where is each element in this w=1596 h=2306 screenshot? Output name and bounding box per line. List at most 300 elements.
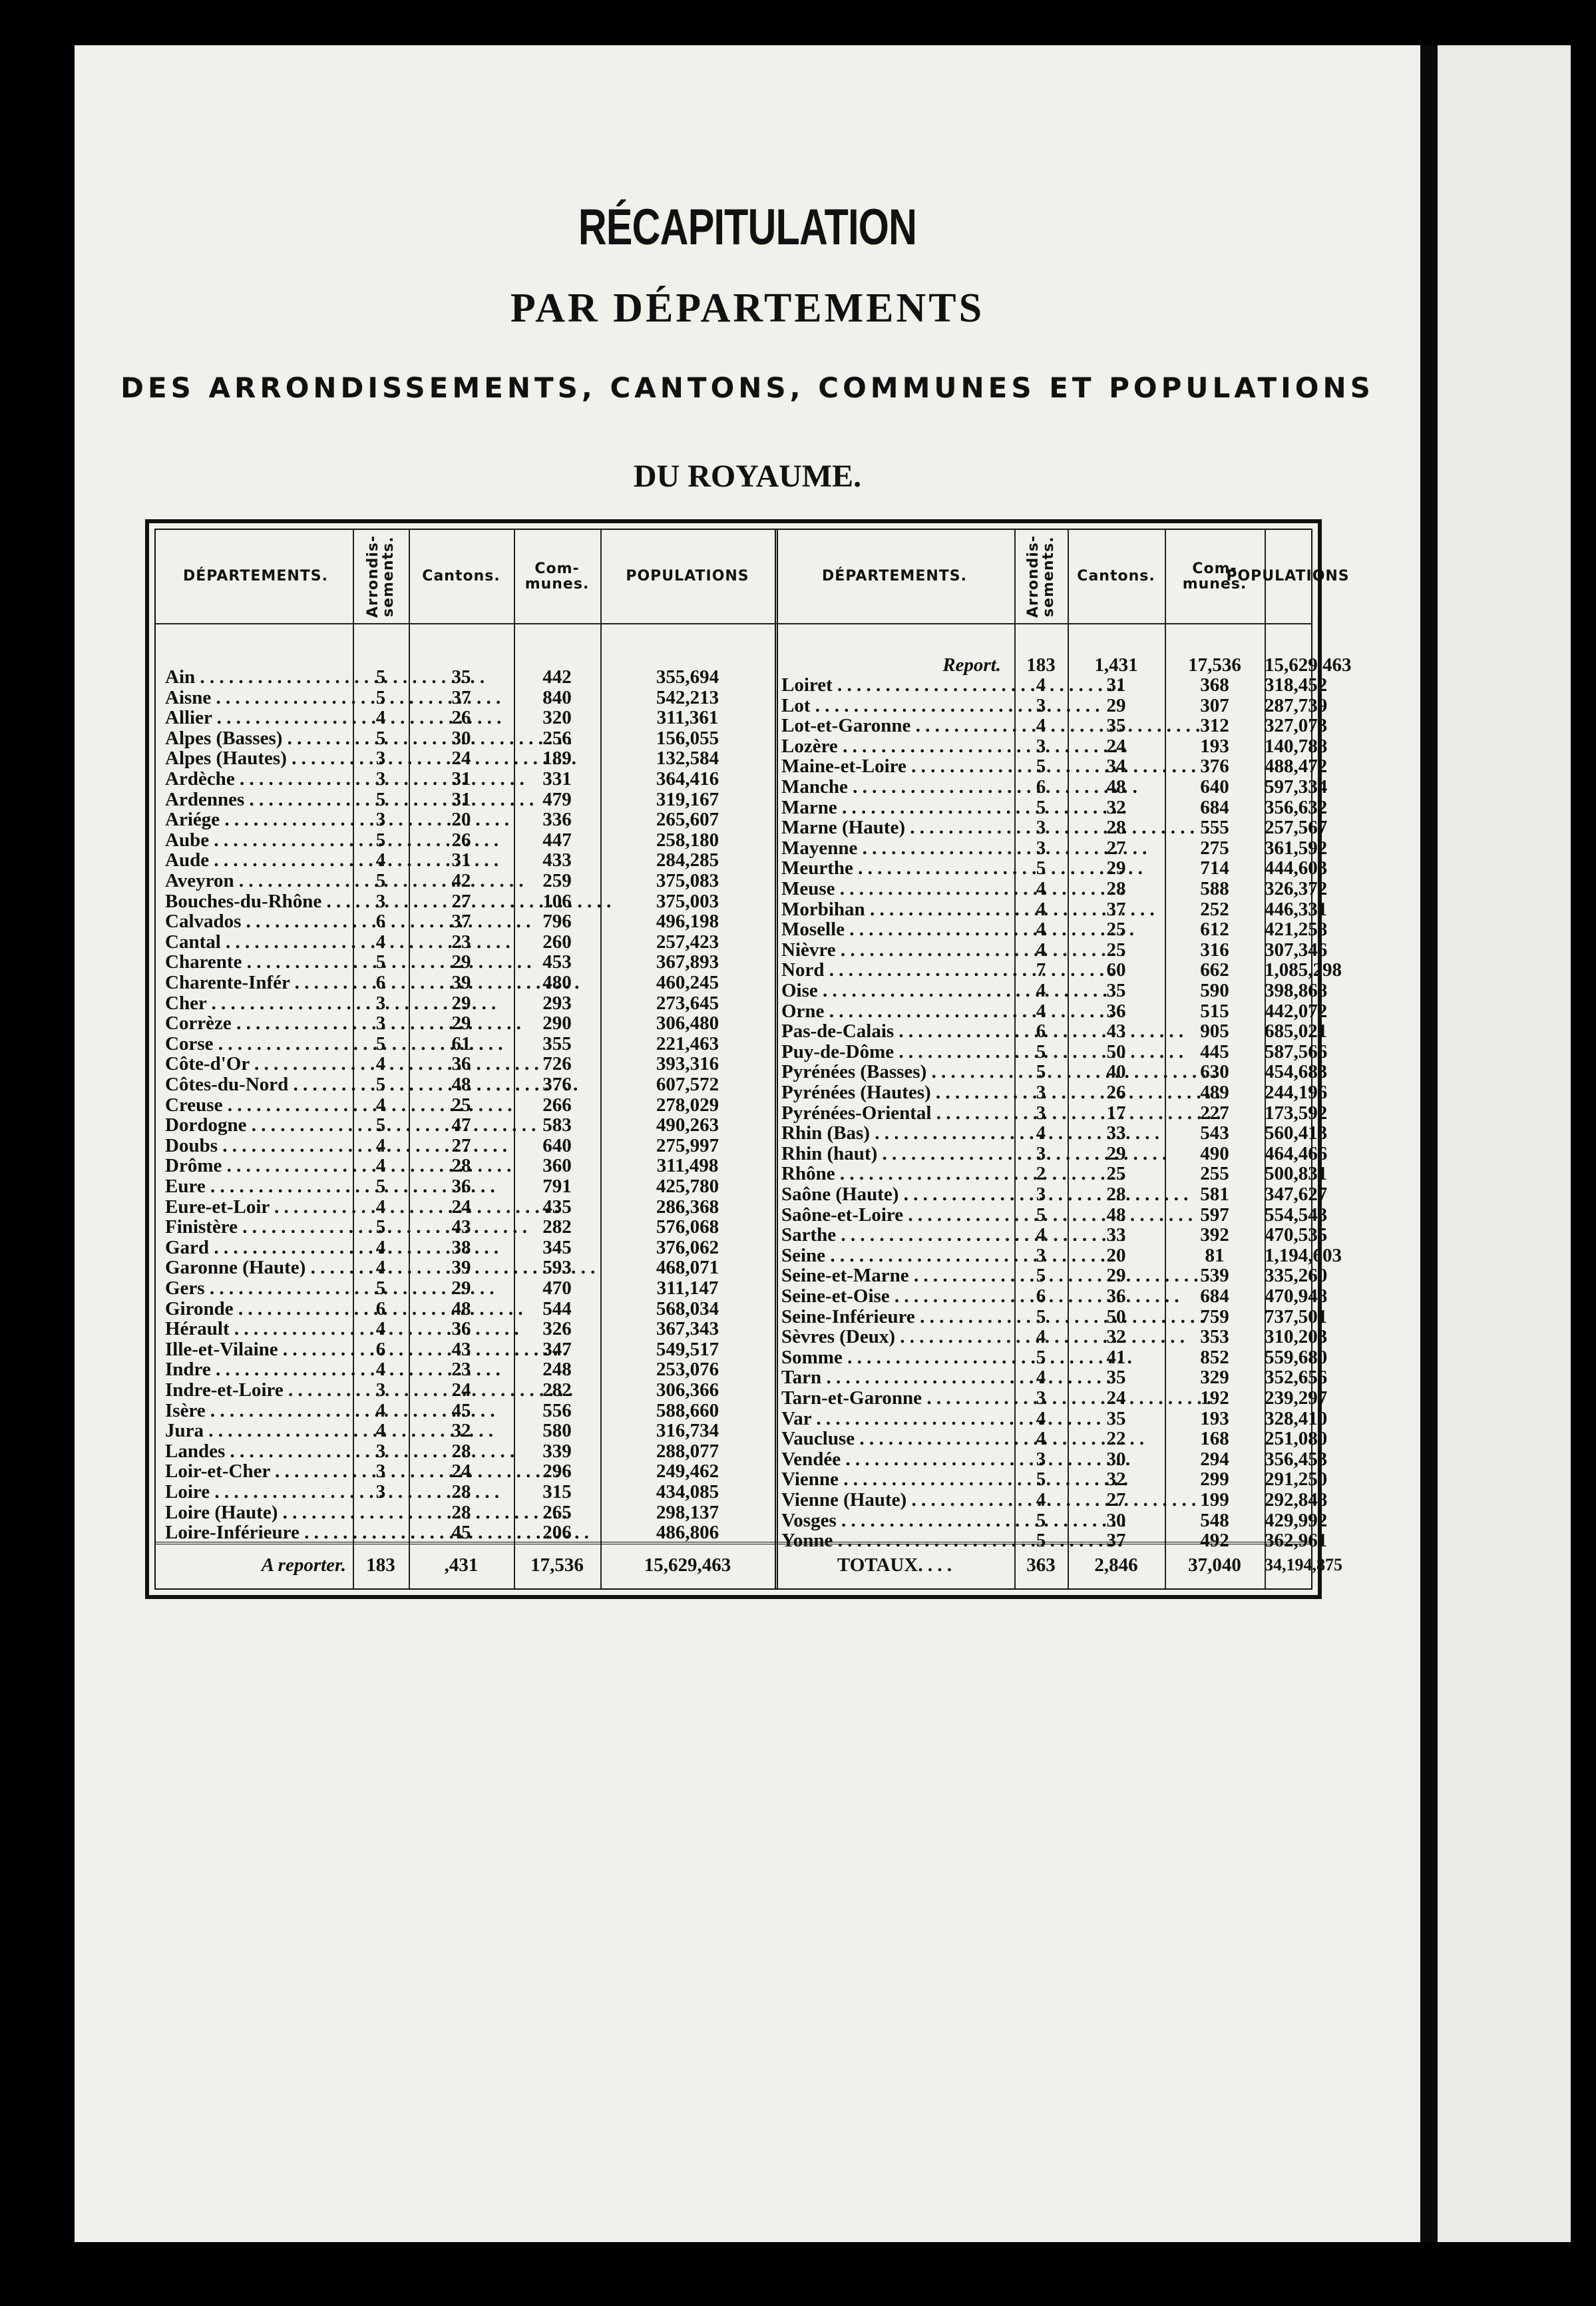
communes-cell: 312 [1200,715,1229,737]
cantons-cell: 29 [451,951,471,973]
population-cell: 444,603 [1265,857,1328,879]
communes-cell: 360 [542,1155,572,1177]
communes-cell: 336 [542,809,572,831]
population-cell: 429,992 [1265,1509,1328,1531]
arrondissements-cell: 6 [375,1338,386,1360]
arrondissements-cell: 6 [375,1297,386,1319]
population-cell: 307,346 [1265,939,1328,961]
column-header-label: Arrondis-sements. [1024,535,1057,618]
arrondissements-cell: 4 [375,849,386,871]
department-name: Rhône . . . [781,1164,1010,1184]
column-header-arrond [1014,530,1068,623]
communes-cell: 275 [1200,837,1229,859]
population-cell: 173,592 [1265,1102,1328,1124]
arrondissements-cell: 5 [375,788,386,810]
column-header-label: Com-munes. [1182,560,1247,592]
department-name: Saône-et-Loire . . . [781,1205,1010,1225]
communes-cell: 299 [1200,1469,1229,1491]
column-header-label: Com-munes. [524,560,590,592]
cantons-cell: 23 [451,1359,471,1381]
communes-cell: 640 [1200,776,1229,798]
communes-cell: 840 [542,686,572,708]
population-cell: 318,452 [1265,674,1328,696]
communes-cell: 597 [1200,1204,1229,1226]
department-name: Indre . . . [165,1359,349,1379]
communes-cell: 265 [542,1501,572,1523]
department-name: Vendée . . . [781,1449,1010,1469]
population-cell: 221,463 [656,1033,719,1054]
communes-cell: 580 [542,1420,572,1442]
cantons-cell: 30 [1106,1509,1126,1531]
cantons-cell: 20 [1106,1244,1126,1266]
population-cell: 393,316 [656,1053,719,1075]
arrondissements-cell: 3 [1036,1142,1046,1164]
department-name: Saône (Haute) . . . [781,1184,1010,1204]
arrondissements-cell: 5 [1036,1530,1046,1552]
column-header-label: POPULATIONS [626,568,749,585]
arrondissements-cell: 5 [375,727,386,749]
communes-cell: 193 [1200,1407,1229,1429]
cantons-cell: 27 [451,1134,471,1156]
cantons-cell: 27 [451,890,471,912]
arrondissements-cell: 3 [1036,735,1046,757]
population-cell: 362,961 [1265,1530,1328,1552]
cantons-cell: 48 [451,1297,471,1319]
a-reporter-arrond: 183 [366,1554,395,1576]
communes-cell: 543 [1200,1122,1229,1144]
communes-cell: 612 [1200,919,1229,941]
communes-cell: 106 [542,890,572,912]
column-header-label: DÉPARTEMENTS. [183,568,328,585]
a-reporter-cantons: ,431 [444,1554,479,1576]
cantons-cell: 28 [1106,1184,1126,1205]
population-cell: 275,997 [656,1134,719,1156]
arrondissements-cell: 3 [375,1440,386,1462]
communes-cell: 759 [1200,1305,1229,1327]
arrondissements-cell: 6 [1036,1021,1046,1042]
department-name: Vosges . . . [781,1510,1010,1530]
population-cell: 244,196 [1265,1082,1328,1103]
arrondissements-cell: 3 [375,890,386,912]
communes-cell: 294 [1200,1448,1229,1470]
cantons-cell: 48 [1106,776,1126,798]
department-name: Gironde . . . [165,1299,349,1319]
population-cell: 265,607 [656,809,719,831]
department-name: Isère . . . [165,1401,349,1421]
arrondissements-cell: 5 [1036,1265,1046,1287]
population-cell: 398,868 [1265,980,1328,1001]
cantons-cell: 36 [1106,1285,1126,1307]
arrondissements-cell: 4 [375,1236,386,1258]
arrondissements-cell: 5 [375,1176,386,1197]
a-reporter-label: A reporter. [261,1554,346,1576]
department-name: Loire . . . [165,1482,349,1502]
population-cell: 253,076 [656,1359,719,1381]
cantons-cell: 24 [451,748,471,770]
cantons-cell: 43 [451,1216,471,1238]
communes-cell: 445 [1200,1040,1229,1062]
cantons-cell: 29 [1106,694,1126,716]
column-header-label: Cantons. [422,568,500,585]
cantons-cell: 32 [1106,1326,1126,1348]
cantons-cell: 60 [1106,959,1126,981]
communes-cell: 392 [1200,1224,1229,1246]
department-name: Vienne . . . [781,1469,1010,1489]
population-cell: 488,472 [1265,756,1328,778]
department-name: Eure-et-Loir . . . [165,1197,349,1217]
totaux-communes: 37,040 [1188,1554,1241,1576]
department-name: Tarn . . . [781,1367,1010,1387]
department-name: Ardèche . . . [165,769,349,789]
population-cell: 470,948 [1265,1285,1328,1307]
cantons-cell: 33 [1106,1224,1126,1246]
recap-table-body [154,529,1352,1590]
department-name: Pyrénées (Basses) . . . [781,1062,1010,1082]
arrondissements-cell: 5 [1036,1346,1046,1368]
department-name: Orne . . . [781,1001,1010,1021]
communes-cell: 435 [542,1196,572,1218]
cantons-cell: 36 [451,1176,471,1197]
column-header-label: Arrondis-sements. [364,535,397,618]
department-name: Aveyron . . . [165,871,349,891]
department-name: Pyrénées-Oriental . . . [781,1103,1010,1123]
population-cell: 288,077 [656,1440,719,1462]
population-cell: 576,068 [656,1216,719,1238]
population-cell: 287,739 [1265,694,1328,716]
cantons-cell: 24 [451,1461,471,1483]
communes-cell: 168 [1200,1428,1229,1450]
department-name: Mayenne . . . [781,838,1010,858]
communes-cell: 581 [1200,1184,1229,1205]
cantons-cell: 31 [451,849,471,871]
cantons-cell: 25 [1106,919,1126,941]
communes-cell: 320 [542,707,572,729]
population-cell: 496,198 [656,911,719,933]
department-name: Creuse . . . [165,1095,349,1115]
arrondissements-cell: 5 [375,1277,386,1299]
cantons-cell: 40 [1106,1061,1126,1083]
population-cell: 500,831 [1265,1163,1328,1185]
arrondissements-cell: 4 [375,1318,386,1340]
department-name: Landes . . . [165,1441,349,1461]
arrondissements-cell: 4 [375,1359,386,1381]
arrondissements-cell: 5 [375,1033,386,1054]
population-cell: 355,694 [656,666,719,688]
department-name: Rhin (Bas) . . . [781,1123,1010,1143]
population-cell: 607,572 [656,1074,719,1095]
population-cell: 367,343 [656,1318,719,1340]
column-header-label: POPULATIONS [1226,568,1350,585]
arrondissements-cell: 4 [375,707,386,729]
population-cell: 559,680 [1265,1346,1328,1368]
cantons-cell: 26 [451,707,471,729]
arrondissements-cell: 4 [375,1053,386,1075]
population-cell: 352,656 [1265,1367,1328,1389]
population-cell: 328,410 [1265,1407,1328,1429]
communes-cell: 355 [542,1033,572,1054]
communes-cell: 470 [542,1277,572,1299]
department-name: Eure . . . [165,1176,349,1196]
arrondissements-cell: 3 [1036,694,1046,716]
department-name: Loiret . . . [781,675,1010,695]
arrondissements-cell: 3 [1036,1102,1046,1124]
communes-cell: 447 [542,829,572,851]
communes-cell: 315 [542,1481,572,1502]
totaux-label: TOTAUX. . . . [837,1554,952,1576]
arrondissements-cell: 5 [375,1216,386,1238]
department-name: Cher . . . [165,993,349,1013]
population-cell: 347,627 [1265,1184,1328,1205]
arrondissements-cell: 3 [1036,1184,1046,1205]
population-cell: 468,071 [656,1257,719,1279]
column-header-populations [600,530,775,623]
department-name: Alpes (Hautes) . . . [165,748,349,768]
cantons-cell: 43 [1106,1021,1126,1042]
communes-cell: 492 [1200,1530,1229,1552]
page-title: RÉCAPITULATION [578,199,917,256]
cantons-cell: 39 [451,972,471,993]
department-name: Seine-et-Marne . . . [781,1266,1010,1285]
department-name: Vienne (Haute) . . . [781,1490,1010,1510]
communes-cell: 368 [1200,674,1229,696]
communes-cell: 199 [1200,1489,1229,1510]
population-cell: 542,213 [656,686,719,708]
department-name: Moselle . . . [781,919,1010,939]
population-cell: 286,368 [656,1196,719,1218]
population-cell: 306,366 [656,1379,719,1401]
arrondissements-cell: 4 [1036,919,1046,941]
arrondissements-cell: 5 [1036,1509,1046,1531]
cantons-cell: 32 [451,1420,471,1442]
department-name: Loire (Haute) . . . [165,1502,349,1522]
cantons-cell: 42 [451,870,471,891]
communes-cell: 307 [1200,694,1229,716]
department-name: Aude . . . [165,850,349,870]
population-cell: 597,334 [1265,776,1328,798]
population-cell: 560,413 [1265,1122,1328,1144]
cantons-cell: 29 [1106,857,1126,879]
department-name: Bouches-du-Rhône . . . [165,891,349,911]
arrondissements-cell: 5 [375,951,386,973]
cantons-cell: 20 [451,809,471,831]
cantons-cell: 41 [1106,1346,1126,1368]
column-header-communes [514,530,600,623]
population-cell: 311,498 [656,1155,719,1177]
cantons-cell: 17 [1106,1102,1126,1124]
population-cell: 1,085,298 [1265,959,1342,981]
department-name: Seine-Inférieure . . . [781,1307,1010,1327]
arrondissements-cell: 4 [375,1257,386,1279]
cantons-cell: 28 [451,1481,471,1502]
arrondissements-cell: 4 [1036,715,1046,737]
communes-cell: 290 [542,1013,572,1035]
population-cell: 685,021 [1265,1021,1328,1042]
communes-cell: 296 [542,1461,572,1483]
communes-cell: 640 [542,1134,572,1156]
page-subtitle-line2: DES ARRONDISSEMENTS, CANTONS, COMMUNES ET POPULATIONS [120,371,1374,404]
cantons-cell: 28 [451,1440,471,1462]
communes-cell: 714 [1200,857,1229,879]
population-cell: 326,372 [1265,878,1328,899]
arrondissements-cell: 3 [375,1461,386,1483]
department-name: Somme . . . [781,1347,1010,1367]
column-header-cantons [1068,530,1165,623]
department-name: Charente-Infér . . . [165,973,349,993]
department-name: Meurthe . . . [781,858,1010,878]
population-cell: 737,501 [1265,1305,1328,1327]
department-name: Vaucluse . . . [781,1429,1010,1449]
communes-cell: 852 [1200,1346,1229,1368]
communes-cell: 256 [542,727,572,749]
arrondissements-cell: 4 [375,1155,386,1177]
cantons-cell: 36 [451,1053,471,1075]
department-name: Meuse . . . [781,879,1010,899]
department-name: Sarthe . . . [781,1225,1010,1245]
arrondissements-cell: 4 [1036,1428,1046,1450]
cantons-cell: 25 [451,1094,471,1116]
cantons-cell: 45 [451,1522,471,1544]
department-name: Indre-et-Loire . . . [165,1380,349,1400]
arrondissements-cell: 4 [1036,1407,1046,1429]
arrondissements-cell: 4 [375,1134,386,1156]
cantons-cell: 29 [1106,1142,1126,1164]
population-cell: 376,062 [656,1236,719,1258]
communes-cell: 255 [1200,1163,1229,1185]
population-cell: 132,584 [656,748,719,770]
cantons-cell: 36 [451,1318,471,1340]
communes-cell: 556 [542,1399,572,1421]
arrondissements-cell: 4 [375,1399,386,1421]
population-cell: 284,285 [656,849,719,871]
arrondissements-cell: 4 [1036,1000,1046,1022]
department-name: Oise . . . [781,981,1010,1001]
cantons-cell: 35 [1106,715,1126,737]
arrondissements-cell: 3 [1036,1448,1046,1470]
population-cell: 251,080 [1265,1428,1328,1450]
department-name: Doubs . . . [165,1136,349,1156]
communes-cell: 791 [542,1176,572,1197]
population-cell: 361,592 [1265,837,1328,859]
arrondissements-cell: 6 [375,972,386,993]
communes-cell: 259 [542,870,572,891]
population-cell: 310,203 [1265,1326,1328,1348]
population-cell: 278,029 [656,1094,719,1116]
communes-cell: 544 [542,1297,572,1319]
population-cell: 470,535 [1265,1224,1328,1246]
department-name: Marne (Haute) . . . [781,817,1010,837]
population-cell: 327,073 [1265,715,1328,737]
arrondissements-cell: 4 [375,931,386,953]
communes-cell: 81 [1205,1244,1225,1266]
arrondissements-cell: 5 [1036,1040,1046,1062]
cantons-cell: 37 [451,911,471,933]
cantons-cell: 32 [1106,1469,1126,1491]
arrondissements-cell: 4 [375,1420,386,1442]
department-name: Calvados . . . [165,911,349,931]
population-cell: 442,072 [1265,1000,1328,1022]
communes-cell: 684 [1200,1285,1229,1307]
department-name: Maine-et-Loire . . . [781,756,1010,776]
communes-cell: 453 [542,951,572,973]
communes-cell: 662 [1200,959,1229,981]
population-cell: 239,297 [1265,1387,1328,1409]
cantons-cell: 29 [451,992,471,1014]
page-subtitle: PAR DÉPARTEMENTS [510,286,985,331]
department-name: Ain . . . [165,667,349,687]
cantons-cell: 45 [451,1399,471,1421]
department-name: Marne . . . [781,798,1010,817]
population-cell: 554,543 [1265,1204,1328,1226]
communes-cell: 539 [1200,1265,1229,1287]
cantons-cell: 28 [451,1501,471,1523]
cantons-cell: 30 [451,727,471,749]
communes-cell: 590 [1200,980,1229,1001]
cantons-cell: 48 [451,1074,471,1095]
department-name: Lot . . . [781,696,1010,716]
department-name: Rhin (haut) . . . [781,1144,1010,1164]
communes-cell: 588 [1200,878,1229,899]
cantons-cell: 29 [451,1277,471,1299]
cantons-cell: 37 [451,686,471,708]
population-cell: 1,194,603 [1265,1244,1342,1266]
population-cell: 367,893 [656,951,719,973]
cantons-cell: 24 [1106,735,1126,757]
communes-cell: 433 [542,849,572,871]
cantons-cell: 35 [1106,1367,1126,1389]
arrondissements-cell: 2 [1036,1163,1046,1185]
communes-cell: 442 [542,666,572,688]
cantons-cell: 43 [451,1338,471,1360]
report-value: 15,629,463 [1265,654,1352,676]
communes-cell: 479 [542,788,572,810]
totaux-arrond: 363 [1026,1554,1056,1576]
column-header-departements [775,530,1014,623]
page-subtitle-line3: DU ROYAUME. [633,459,862,494]
a-reporter-communes: 17,536 [530,1554,584,1576]
cantons-cell: 25 [1106,1163,1126,1185]
cantons-cell: 32 [1106,796,1126,818]
department-name: Tarn-et-Garonne . . . [781,1388,1010,1408]
department-name: Hérault . . . [165,1319,349,1339]
cantons-cell: 39 [451,1257,471,1279]
population-cell: 249,462 [656,1461,719,1483]
arrondissements-cell: 5 [375,870,386,891]
department-name: Finistère . . . [165,1217,349,1237]
population-cell: 364,416 [656,768,719,790]
department-name: Loire-Inférieure . . . [165,1522,349,1542]
arrondissements-cell: 4 [1036,1367,1046,1389]
communes-cell: 630 [1200,1061,1229,1083]
population-cell: 156,055 [656,727,719,749]
column-header-arrond [353,530,409,623]
cantons-cell: 47 [451,1114,471,1136]
cantons-cell: 27 [1106,837,1126,859]
communes-cell: 227 [1200,1102,1229,1124]
arrondissements-cell: 4 [1036,980,1046,1001]
arrondissements-cell: 3 [375,748,386,770]
communes-cell: 345 [542,1236,572,1258]
department-name: Côtes-du-Nord . . . [165,1074,349,1094]
communes-cell: 548 [1200,1509,1229,1531]
communes-cell: 583 [542,1114,572,1136]
cantons-cell: 35 [451,666,471,688]
communes-cell: 331 [542,768,572,790]
department-name: Gers . . . [165,1278,349,1298]
communes-cell: 282 [542,1216,572,1238]
population-cell: 460,245 [656,972,719,993]
population-cell: 356,632 [1265,796,1328,818]
column-header-label: Cantons. [1077,568,1155,585]
